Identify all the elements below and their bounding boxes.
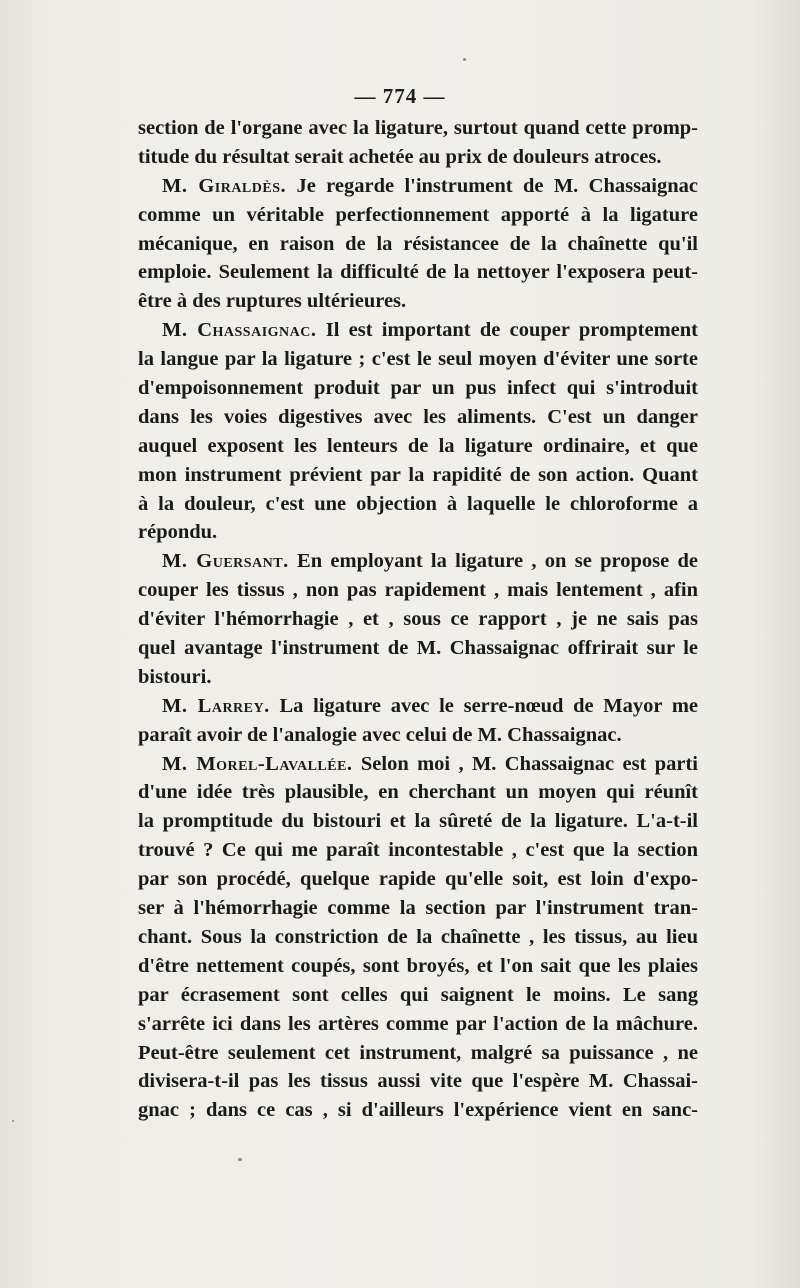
text-line: d'éviter l'hémorrhagie , et , sous ce rapport , je ne sais pas	[138, 608, 698, 631]
text-line: d'empoisonnement produit par un pus infect qui s'introduit	[138, 377, 698, 400]
speaker-name: M. Larrey.	[162, 694, 270, 717]
text-line: titude du résultat serait achetée au prix de douleurs atroces.	[138, 145, 662, 168]
paragraph-morel-lavallee	[138, 750, 698, 1126]
text-line: emploie. Seulement la difficulté de la nettoyer l'exposera peut-	[138, 261, 698, 284]
text-line: M. Chassaignac. Il est important de couper promptement	[162, 319, 699, 342]
text-line: M. Larrey. La ligature avec le serre-nœud de Mayor me	[162, 694, 699, 717]
text-line: chant. Sous la constriction de la chaînette , les tissus, au lieu	[138, 925, 698, 948]
text-line: la langue par la ligature ; c'est le seul moyen d'éviter une sorte	[138, 348, 698, 371]
paragraph-larrey	[138, 692, 698, 750]
speaker-name: M. Giraldès.	[162, 174, 287, 197]
text-line: paraît avoir de l'analogie avec celui de M. Chassaignac.	[138, 723, 622, 746]
text-line: auquel exposent les lenteurs de la ligature ordinaire, et que	[138, 434, 698, 457]
text-line: répondu.	[138, 521, 218, 544]
paragraph-giraldes	[138, 172, 698, 316]
text-line: comme un véritable perfectionnement apporté à la ligature	[138, 203, 698, 226]
paragraph-continuation	[138, 114, 698, 172]
paragraph-guersant	[138, 547, 698, 691]
text-line: d'une idée très plausible, en cherchant un moyen qui réunît	[138, 781, 698, 804]
text-line: mécanique, en raison de la résistancee de la chaînette qu'il	[138, 232, 698, 255]
speaker-name: M. Morel-Lavallée.	[162, 752, 353, 775]
text-line: être à des ruptures ultérieures.	[138, 290, 407, 313]
text-line: dans les voies digestives avec les aliments. C'est un danger	[138, 405, 698, 428]
text-line: bistouri.	[138, 665, 212, 688]
speaker-name: M. Guersant.	[162, 550, 289, 573]
page-number: — 774 —	[354, 84, 446, 108]
text-line: gnac ; dans ce cas , si d'ailleurs l'expérience vient en sanc-	[138, 1099, 698, 1122]
text-line: M. Morel-Lavallée. Selon moi , M. Chassaignac est parti	[162, 752, 699, 775]
paragraph-chassaignac	[138, 316, 698, 547]
text-line: quel avantage l'instrument de M. Chassaignac offrirait sur le	[138, 637, 698, 660]
body-text	[138, 114, 698, 1125]
text-line: à la douleur, c'est une objection à laquelle le chloroforme a	[138, 492, 698, 515]
speaker-name: M. Chassaignac.	[162, 319, 317, 342]
text-line: d'être nettement coupés, sont broyés, et l'on sait que les plaies	[138, 954, 698, 977]
paper-speck	[12, 1120, 14, 1122]
text-line: mon instrument prévient par la rapidité de son action. Quant	[138, 463, 698, 486]
text-line: par son procédé, quelque rapide qu'elle soit, est loin d'expo-	[138, 868, 698, 891]
text-line: M. Giraldès. Je regarde l'instrument de M. Chassaignac	[162, 174, 698, 197]
text-line: section de l'organe avec la ligature, surtout quand cette promp-	[138, 117, 698, 139]
text-line: couper les tissus , non pas rapidement , mais lentement , afin	[138, 579, 698, 602]
paper-speck	[238, 1158, 242, 1161]
text-line: divisera-t-il pas les tissus aussi vite que l'espère M. Chassai-	[138, 1070, 698, 1093]
text-line: Peut-être seulement cet instrument, malgré sa puissance , ne	[138, 1041, 698, 1064]
text-line: par écrasement sont celles qui saignent le moins. Le sang	[138, 983, 698, 1006]
text-line: M. Guersant. En employant la ligature , on se propose de	[162, 550, 698, 573]
paper-speck	[463, 58, 466, 61]
text-line: s'arrête ici dans les artères comme par l'action de la mâchure.	[138, 1012, 698, 1035]
text-line: ser à l'hémorrhagie comme la section par l'instrument tran-	[138, 897, 698, 920]
text-line: trouvé ? Ce qui me paraît incontestable , c'est que la section	[138, 839, 698, 862]
text-line: la promptitude du bistouri et la sûreté de la ligature. L'a-t-il	[138, 810, 698, 833]
